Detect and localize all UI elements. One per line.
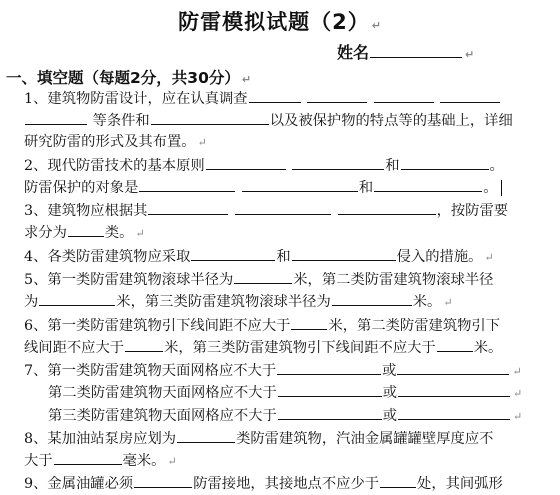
paragraph-mark-icon: ↵ bbox=[371, 19, 382, 32]
question-1-line-1: 1、建筑物防雷设计，应在认真调查 bbox=[24, 88, 501, 109]
question-2-line-1: 2、现代防雷技术的基本原则 和 。 bbox=[24, 155, 504, 176]
blank[interactable] bbox=[401, 155, 489, 170]
text-cursor bbox=[501, 180, 502, 196]
page-title bbox=[0, 6, 560, 36]
blank[interactable] bbox=[307, 88, 367, 103]
name-blank[interactable] bbox=[370, 43, 462, 58]
paragraph-mark-icon: ↵ bbox=[135, 227, 145, 240]
blank[interactable] bbox=[235, 200, 331, 215]
blank[interactable] bbox=[440, 88, 500, 103]
question-9-line-1: 9、金属油罐必须 防雷接地，其接地点不应少于 处，其间弧形 bbox=[24, 473, 503, 494]
blank[interactable] bbox=[206, 155, 286, 170]
paragraph-mark-icon: ↵ bbox=[167, 455, 177, 468]
question-6-line-1: 6、第一类防雷建筑物引下线间距不应大于 米，第二类防雷建筑物引下 bbox=[24, 315, 500, 336]
question-8-line-2: 大于 毫米。 ↵ bbox=[24, 450, 177, 472]
blank[interactable] bbox=[242, 177, 358, 192]
blank[interactable] bbox=[278, 382, 382, 397]
blank[interactable] bbox=[291, 315, 327, 330]
blank[interactable] bbox=[437, 337, 473, 352]
paragraph-mark-icon: ↵ bbox=[513, 387, 523, 400]
blank[interactable] bbox=[249, 88, 301, 103]
question-7-line-2: 第二类防雷建筑物天面网格应不大于 或 ↵ bbox=[48, 382, 522, 404]
blank[interactable] bbox=[234, 269, 292, 284]
blank[interactable] bbox=[125, 337, 163, 352]
paragraph-mark-icon: ↵ bbox=[465, 48, 475, 61]
paragraph-mark-icon: ↵ bbox=[512, 365, 522, 378]
blank[interactable] bbox=[54, 450, 122, 465]
blank[interactable] bbox=[139, 177, 235, 192]
paragraph-mark-icon: ↵ bbox=[443, 296, 453, 309]
question-4: 4、各类防雷建筑物应采取 和 侵入的措施。 ↵ bbox=[24, 246, 494, 268]
question-8-line-1: 8、某加油站泵房应划为 类防雷建筑物，汽油金属罐罐壁厚度应不 bbox=[24, 428, 493, 449]
blank[interactable] bbox=[374, 177, 482, 192]
question-3-line-1: 3、建筑物应根据其 ，按防雷要 bbox=[24, 200, 508, 221]
question-5-line-1: 5、第一类防雷建筑物滚球半径为 米，第二类防雷建筑物滚球半径 bbox=[24, 269, 493, 290]
blank[interactable] bbox=[25, 110, 87, 125]
blank[interactable] bbox=[68, 222, 104, 237]
title-text: 防雷模拟试题（2） bbox=[178, 10, 370, 34]
blank[interactable] bbox=[338, 200, 436, 215]
blank[interactable] bbox=[398, 405, 510, 420]
blank[interactable] bbox=[277, 360, 381, 375]
section-heading bbox=[6, 66, 251, 88]
paragraph-mark-icon: ↵ bbox=[197, 136, 207, 149]
blank[interactable] bbox=[332, 291, 412, 306]
blank[interactable] bbox=[380, 473, 416, 488]
blank[interactable] bbox=[292, 155, 384, 170]
name-field bbox=[337, 40, 474, 63]
question-1-line-3: 研究防雷的形式及其布置。 ↵ bbox=[24, 134, 207, 150]
blank[interactable] bbox=[177, 428, 235, 443]
paragraph-mark-icon: ↵ bbox=[513, 410, 523, 423]
blank[interactable] bbox=[151, 110, 269, 125]
blank[interactable] bbox=[398, 382, 510, 397]
blank[interactable] bbox=[374, 88, 434, 103]
section-heading-text: 一、填空题（每题2分，共30分） bbox=[6, 69, 240, 87]
blank[interactable] bbox=[39, 291, 115, 306]
paragraph-mark-icon: ↵ bbox=[484, 251, 494, 264]
question-3-line-2: 求分为 类。 ↵ bbox=[24, 222, 145, 244]
blank[interactable] bbox=[278, 405, 382, 420]
paragraph-mark-icon: ↵ bbox=[241, 73, 252, 86]
blank[interactable] bbox=[191, 246, 275, 261]
question-2-line-2: 防雷保护的对象是 和 。 bbox=[24, 177, 502, 198]
question-7-line-3: 第三类防雷建筑物天面网格应不大于 或 ↵ bbox=[48, 405, 522, 427]
blank[interactable] bbox=[292, 246, 396, 261]
question-1-line-2: 等条件和 以及被保护物的特点等的基础上，详细 bbox=[24, 110, 513, 131]
question-6-line-2: 线间距不应大于 米，第三类防雷建筑物引下线间距不应大于 米。 bbox=[24, 337, 502, 358]
name-label: 姓名 bbox=[337, 43, 370, 62]
question-5-line-2: 为 米，第三类防雷建筑物滚球半径为 米。 ↵ bbox=[24, 291, 453, 313]
blank[interactable] bbox=[397, 360, 509, 375]
blank[interactable] bbox=[134, 473, 192, 488]
question-7-line-1: 7、第一类防雷建筑物天面网格应不大于 或 ↵ bbox=[24, 360, 522, 382]
blank[interactable] bbox=[148, 200, 228, 215]
